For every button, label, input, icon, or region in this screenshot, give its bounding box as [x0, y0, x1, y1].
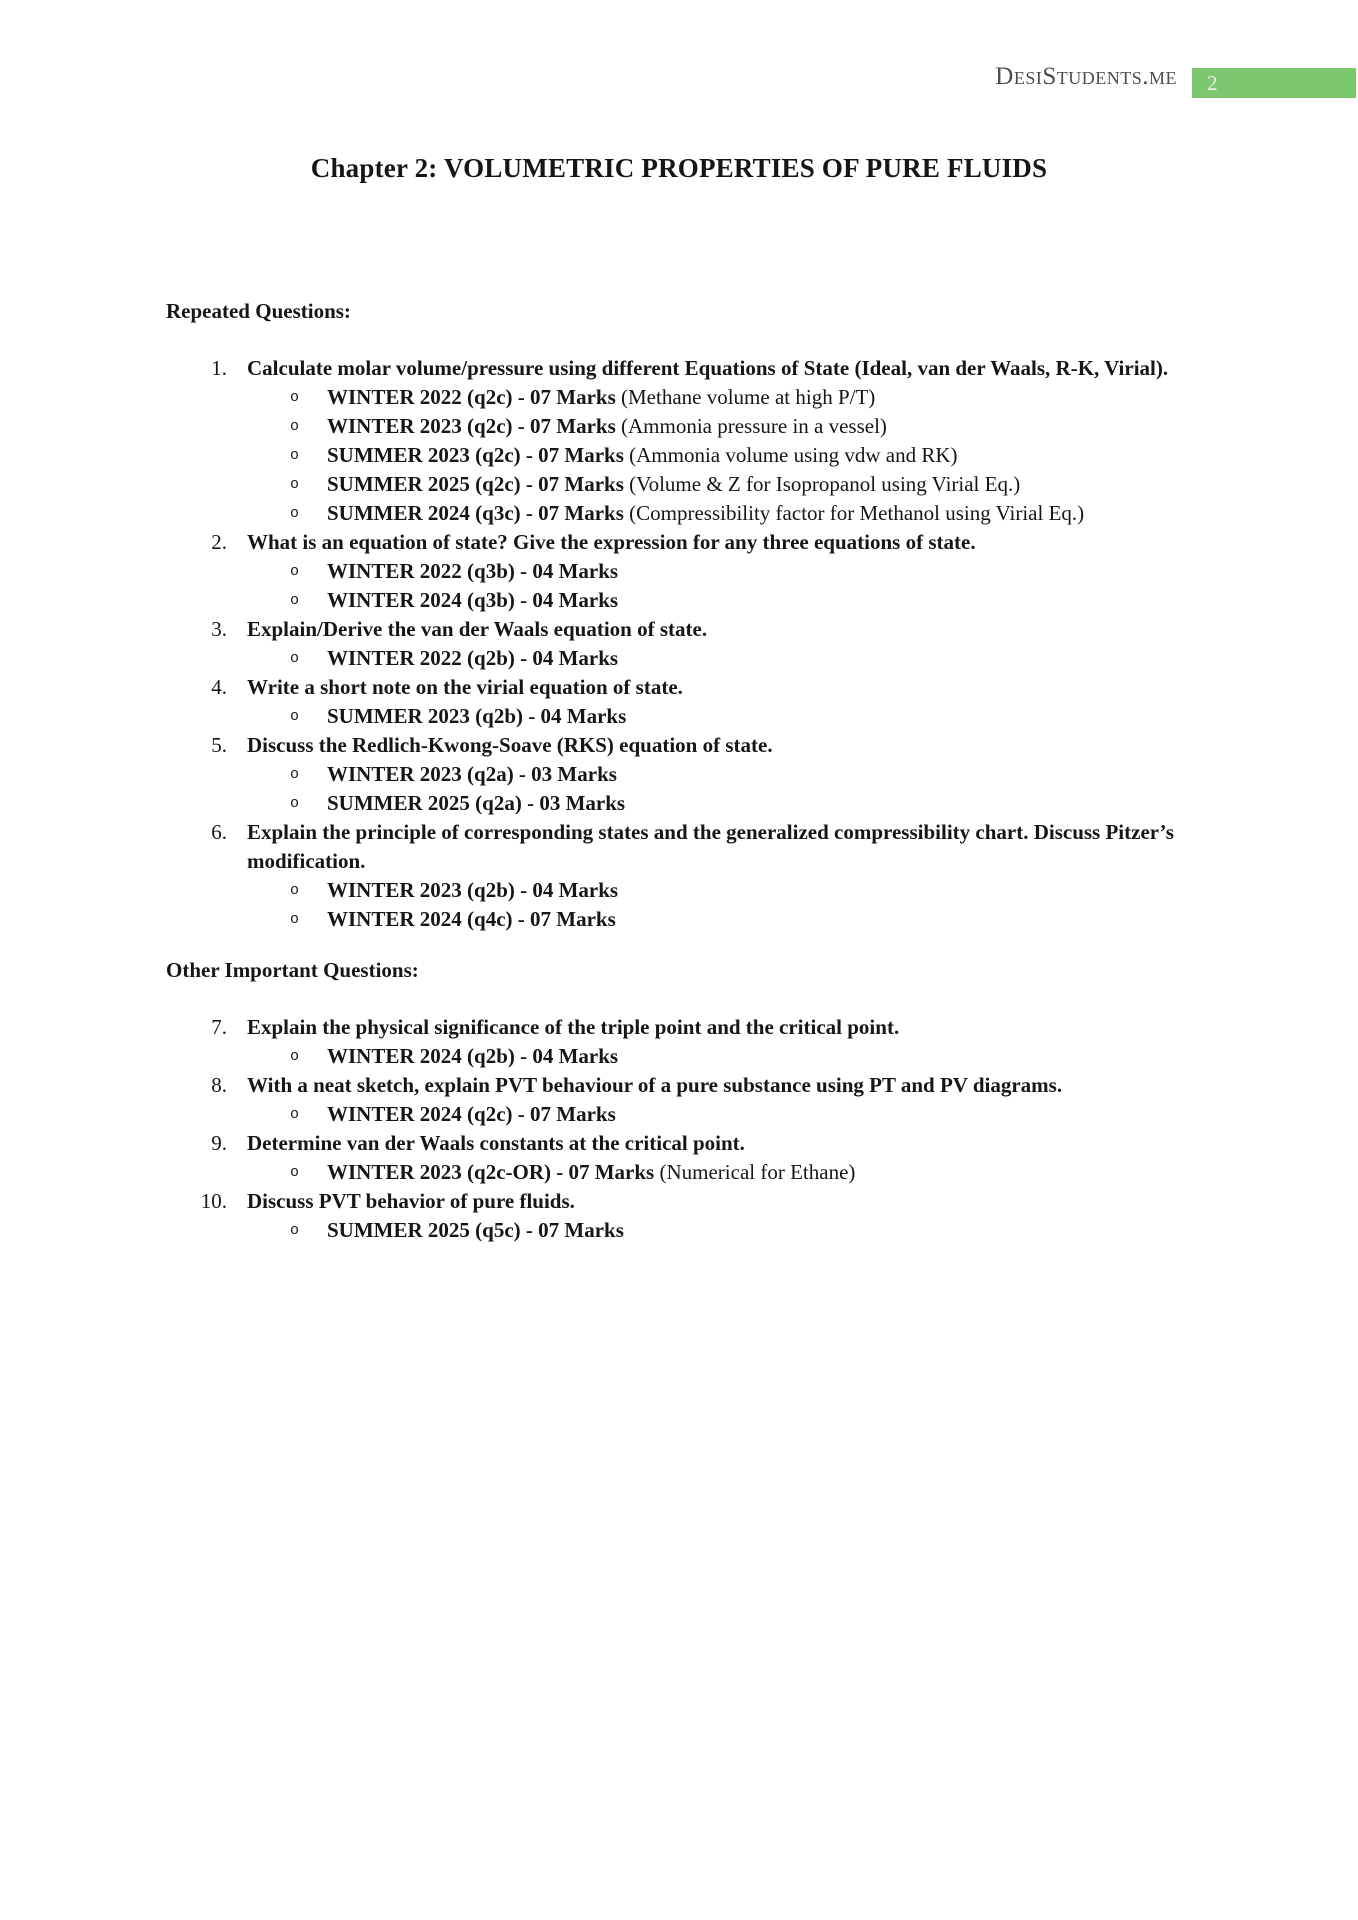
question-body — [247, 528, 1192, 615]
bullet-marker-icon: o — [290, 418, 300, 435]
page-number: 2 — [1207, 71, 1218, 95]
question-section — [166, 956, 1192, 1245]
bullet-marker-icon: o — [290, 1106, 300, 1123]
exam-reference-bullet — [247, 383, 1192, 412]
bullet-marker-icon: o — [290, 1222, 300, 1239]
exam-session-label: SUMMER 2025 (q2a) - 03 Marks — [327, 791, 626, 815]
question-number: 6. — [211, 820, 227, 844]
question-item — [166, 1129, 1192, 1187]
exam-session-label: WINTER 2023 (q2b) - 04 Marks — [327, 878, 619, 902]
exam-reference-bullet — [247, 702, 1192, 731]
bullet-marker-icon: o — [290, 592, 300, 609]
exam-reference-bullet — [247, 1216, 1192, 1245]
exam-reference-bullet — [247, 905, 1192, 934]
bullet-marker-icon: o — [290, 1048, 300, 1065]
question-text: Calculate molar volume/pressure using different Equations of State (Ideal, van der Waals, R-K, Virial). — [247, 356, 1169, 380]
question-number: 5. — [211, 733, 227, 757]
exam-session-label: SUMMER 2023 (q2b) - 04 Marks — [327, 704, 627, 728]
exam-session-label: WINTER 2023 (q2c-OR) - 07 Marks — [327, 1160, 655, 1184]
bullet-marker-icon: o — [290, 650, 300, 667]
question-body — [247, 354, 1192, 528]
exam-reference-bullet — [247, 644, 1192, 673]
exam-session-label: WINTER 2023 (q2c) - 07 Marks — [327, 414, 616, 438]
question-number: 7. — [211, 1015, 227, 1039]
bullet-text — [327, 760, 1192, 789]
bullet-text — [327, 1158, 1192, 1187]
question-text: Discuss PVT behavior of pure fluids. — [247, 1189, 575, 1213]
question-body — [247, 1129, 1192, 1187]
exam-session-label: WINTER 2022 (q3b) - 04 Marks — [327, 559, 619, 583]
bullet-text — [327, 383, 1192, 412]
question-section — [166, 297, 1192, 934]
bullet-marker-icon: o — [290, 476, 300, 493]
question-detail: (Ammonia pressure in a vessel) — [615, 414, 887, 438]
question-item — [166, 818, 1192, 934]
bullet-text — [327, 499, 1192, 528]
question-number: 4. — [211, 675, 227, 699]
bullet-text — [327, 470, 1192, 499]
bullet-text — [327, 702, 1192, 731]
bullet-text — [327, 789, 1192, 818]
bullet-marker-icon: o — [290, 882, 300, 899]
bullet-text — [327, 905, 1192, 934]
exam-session-label: WINTER 2022 (q2c) - 07 Marks — [327, 385, 616, 409]
question-number: 2. — [211, 530, 227, 554]
question-detail: (Numerical for Ethane) — [654, 1160, 856, 1184]
question-text: With a neat sketch, explain PVT behaviour of a pure substance using PT and PV diagrams. — [247, 1073, 1063, 1097]
question-item — [166, 615, 1192, 673]
question-number: 10. — [200, 1189, 227, 1213]
exam-reference-bullet — [247, 499, 1192, 528]
exam-reference-bullet — [247, 1158, 1192, 1187]
question-body — [247, 673, 1192, 731]
question-number: 3. — [211, 617, 227, 641]
question-body — [247, 1071, 1192, 1129]
question-item — [166, 528, 1192, 615]
section-heading: Other Important Questions: — [166, 958, 419, 982]
question-number: 9. — [211, 1131, 227, 1155]
bullet-marker-icon: o — [290, 563, 300, 580]
bullet-text — [327, 412, 1192, 441]
question-item — [166, 1071, 1192, 1129]
question-body — [247, 615, 1192, 673]
question-number: 8. — [211, 1073, 227, 1097]
exam-reference-bullet — [247, 557, 1192, 586]
exam-reference-bullet — [247, 412, 1192, 441]
question-body — [247, 731, 1192, 818]
exam-reference-bullet — [247, 470, 1192, 499]
bullet-text — [327, 876, 1192, 905]
question-text: What is an equation of state? Give the expression for any three equations of state. — [247, 530, 976, 554]
exam-reference-bullet — [247, 789, 1192, 818]
question-list — [166, 1013, 1192, 1245]
bullet-text — [327, 586, 1192, 615]
question-detail: (Volume & Z for Isopropanol using Virial Eq.) — [623, 472, 1021, 496]
question-list — [166, 354, 1192, 934]
exam-session-label: WINTER 2023 (q2a) - 03 Marks — [327, 762, 617, 786]
questions-content — [0, 297, 1358, 1245]
bullet-text — [327, 1042, 1192, 1071]
bullet-marker-icon: o — [290, 766, 300, 783]
question-detail: (Ammonia volume using vdw and RK) — [623, 443, 958, 467]
exam-session-label: WINTER 2024 (q2b) - 04 Marks — [327, 1044, 619, 1068]
exam-reference-bullet — [247, 1042, 1192, 1071]
bullet-text — [327, 1100, 1192, 1129]
exam-reference-bullet — [247, 441, 1192, 470]
bullet-text — [327, 644, 1192, 673]
question-text: Explain the physical significance of the triple point and the critical point. — [247, 1015, 900, 1039]
question-item — [166, 731, 1192, 818]
exam-session-label: SUMMER 2024 (q3c) - 07 Marks — [327, 501, 624, 525]
question-item — [166, 1013, 1192, 1071]
bullet-text — [327, 557, 1192, 586]
exam-session-label: WINTER 2022 (q2b) - 04 Marks — [327, 646, 619, 670]
exam-session-label: SUMMER 2023 (q2c) - 07 Marks — [327, 443, 624, 467]
question-text: Determine van der Waals constants at the critical point. — [247, 1131, 745, 1155]
exam-reference-bullet — [247, 876, 1192, 905]
question-detail: (Methane volume at high P/T) — [615, 385, 876, 409]
site-name: DesiStudents.me — [995, 63, 1177, 90]
question-item — [166, 1187, 1192, 1245]
bullet-marker-icon: o — [290, 447, 300, 464]
section-heading: Repeated Questions: — [166, 299, 351, 323]
bullet-marker-icon: o — [290, 1164, 300, 1181]
page-number-badge — [1192, 68, 1356, 98]
exam-reference-bullet — [247, 586, 1192, 615]
question-item — [166, 673, 1192, 731]
bullet-marker-icon: o — [290, 795, 300, 812]
question-detail: (Compressibility factor for Methanol using Virial Eq.) — [623, 501, 1085, 525]
bullet-marker-icon: o — [290, 911, 300, 928]
exam-session-label: WINTER 2024 (q4c) - 07 Marks — [327, 907, 616, 931]
question-text: Explain/Derive the van der Waals equation of state. — [247, 617, 708, 641]
bullet-text — [327, 1216, 1192, 1245]
bullet-text — [327, 441, 1192, 470]
exam-session-label: SUMMER 2025 (q5c) - 07 Marks — [327, 1218, 624, 1242]
question-body — [247, 1187, 1192, 1245]
question-text: Explain the principle of corresponding states and the generalized compressibility chart. Discuss Pitzer’s modification. — [247, 820, 1174, 873]
bullet-marker-icon: o — [290, 389, 300, 406]
question-body — [247, 818, 1192, 934]
question-text: Discuss the Redlich-Kwong-Soave (RKS) equation of state. — [247, 733, 773, 757]
exam-session-label: WINTER 2024 (q2c) - 07 Marks — [327, 1102, 616, 1126]
exam-session-label: WINTER 2024 (q3b) - 04 Marks — [327, 588, 619, 612]
question-item — [166, 354, 1192, 528]
bullet-marker-icon: o — [290, 708, 300, 725]
exam-session-label: SUMMER 2025 (q2c) - 07 Marks — [327, 472, 624, 496]
exam-reference-bullet — [247, 760, 1192, 789]
exam-reference-bullet — [247, 1100, 1192, 1129]
question-body — [247, 1013, 1192, 1071]
question-text: Write a short note on the virial equation of state. — [247, 675, 683, 699]
question-number: 1. — [211, 356, 227, 380]
chapter-title: Chapter 2: VOLUMETRIC PROPERTIES OF PURE FLUIDS — [310, 153, 1048, 183]
bullet-marker-icon: o — [290, 505, 300, 522]
